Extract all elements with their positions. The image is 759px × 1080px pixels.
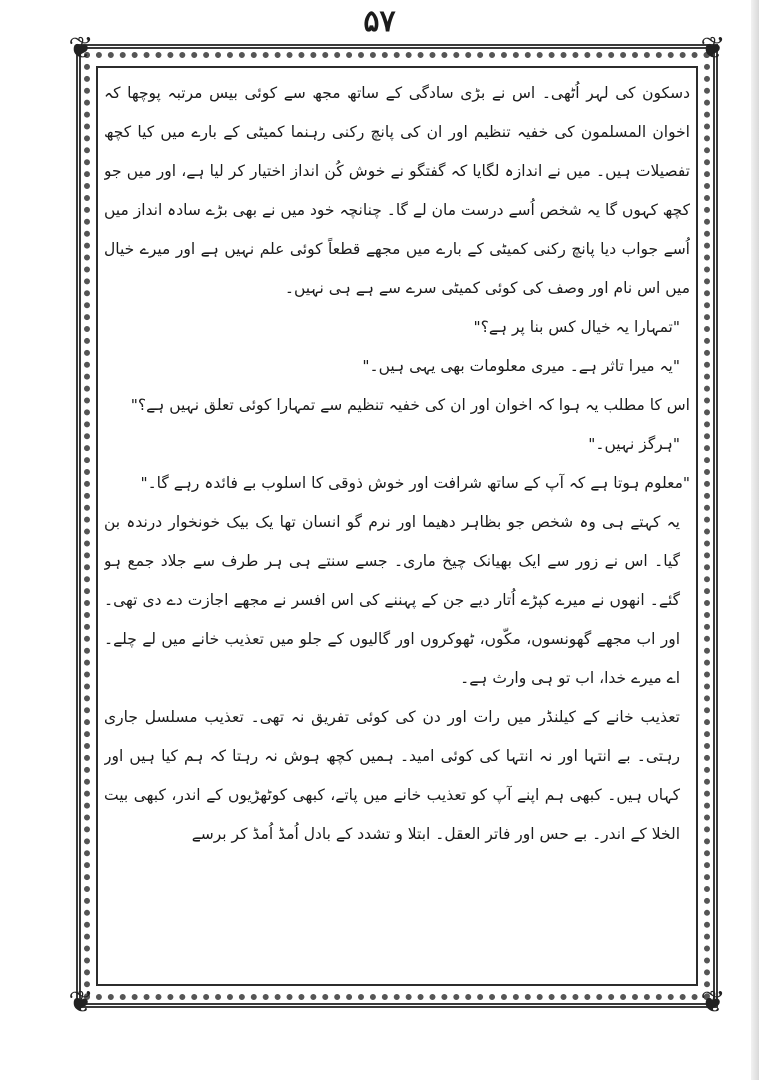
- corner-ornament-icon: ❦: [68, 31, 94, 66]
- paragraph: یہ کہتے ہی وہ شخص جو بظاہر دھیما اور نرم گو انسان تھا یک بیک خونخوار درندہ بن گیا۔ اس نے زور سے ایک بھیانک چیخ ماری۔ جسے سنتے ہی ہر طرف سے جلاد جمع ہو گئے۔ انھوں نے میرے کپڑے اُتار دیے جن کے پہننے کی اس افسر نے مجھے اجازت دے دی تھی۔ اور اب مجھے گھونسوں، مکّوں، ٹھوکروں اور گالیوں کے جلو میں تعذیب خانے میں لے چلے۔ اے میرے خدا، اب تو ہی وارث ہے۔: [104, 513, 680, 687]
- paragraph: "یہ میرا تاثر ہے۔ میری معلومات بھی یہی ہیں۔": [362, 357, 680, 375]
- paragraph: "ہرگز نہیں۔": [588, 435, 680, 453]
- corner-ornament-icon: ❦: [700, 985, 726, 1020]
- paragraph: "معلوم ہوتا ہے کہ آپ کے ساتھ شرافت اور خوش ذوقی کا اسلوب بے فائدہ رہے گا۔": [140, 474, 690, 492]
- corner-ornament-icon: ❦: [68, 985, 94, 1020]
- page-number: ۵۷: [363, 4, 396, 39]
- paragraph: اس کا مطلب یہ ہوا کہ اخوان اور ان کی خفیہ تنظیم سے تمہارا کوئی تعلق نہیں ہے؟": [130, 396, 690, 414]
- page-edge: [751, 0, 759, 1080]
- paragraph: تعذیب خانے کے کیلنڈر میں رات اور دن کی کوئی تفریق نہ تھی۔ تعذیب مسلسل جاری رہتی۔ بے انتہا اور نہ انتہا کی کوئی امید۔ ہمیں کچھ ہوش نہ رہتا کہ ہم کیا ہیں اور کہاں ہیں۔ کبھی ہم اپنے آپ کو تعذیب خانے میں پاتے، کبھی کوٹھڑیوں کے اندر، کبھی بیت الخلا کے اندر۔ بے حس اور فاتر العقل۔ ابتلا و تشدد کے بادل اُمڈ اُمڈ کر برسے: [104, 708, 680, 843]
- paragraph: "تمہارا یہ خیال کس بنا پر ہے؟": [473, 318, 680, 336]
- paragraph: دسکون کی لہر اُٹھی۔ اس نے بڑی سادگی کے ساتھ مجھ سے کوئی بیس مرتبہ پوچھا کہ اخوان المسلمون کی خفیہ تنظیم اور ان کی پانچ رکنی رہنما کمیٹی کے بارے میں کیا کچھ تفصیلات ہیں۔ میں نے اندازہ لگایا کہ گفتگو نے خوش کُن انداز اختیار کر لیا ہے، اور میں جو کچھ کہوں گا یہ شخص اُسے درست مان لے گا۔ چنانچہ خود میں نے بھی بڑے سادہ انداز میں اُسے جواب دیا پانچ رکنی کمیٹی کے بارے میں مجھے قطعاً کوئی علم نہیں ہے اور میرے خیال میں اس نام اور وصف کی کوئی کمیٹی سرے سے ہے ہی نہیں۔: [104, 84, 690, 297]
- body-text: [104, 74, 690, 978]
- corner-ornament-icon: ❦: [700, 31, 726, 66]
